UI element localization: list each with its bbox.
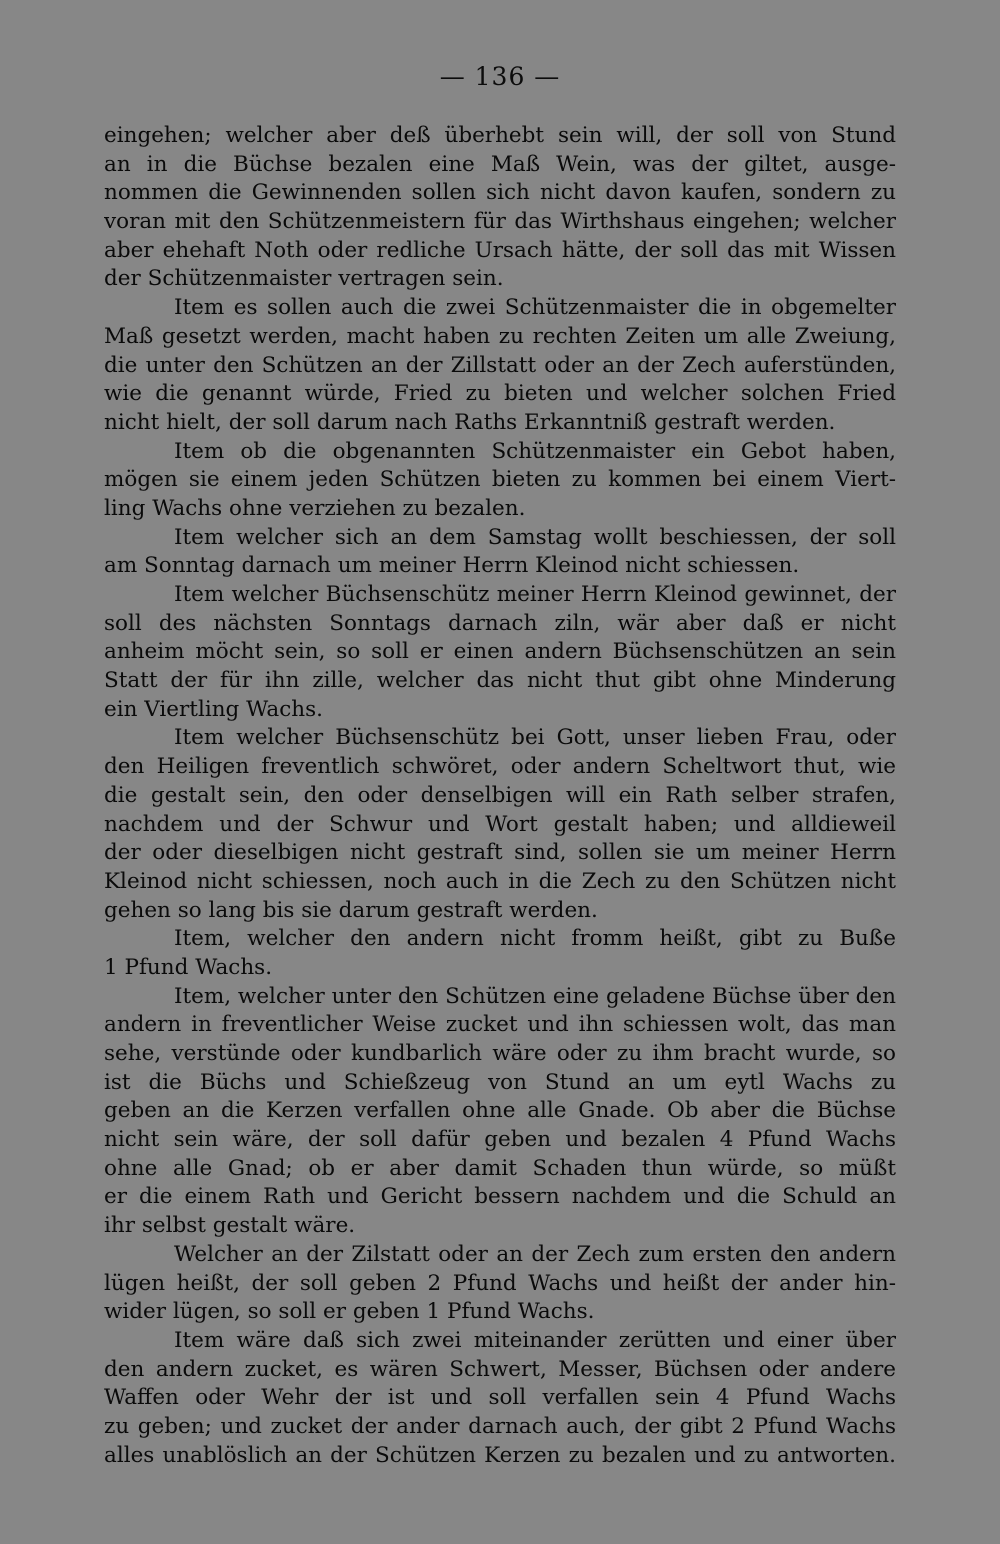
text-line: Item wäre daß sich zwei miteinander zerütten und einer über <box>174 1327 896 1353</box>
text-line: lügen heißt, der soll geben 2 Pfund Wachs und heißt der ander hin- <box>104 1270 896 1296</box>
text-line: alles unablöslich an der Schützen Kerzen zu bezalen und zu antworten. <box>104 1442 896 1468</box>
text-line: nicht hielt, der soll darum nach Raths Erkanntniß gestraft werden. <box>104 409 836 435</box>
text-line: der Schützenmaister vertragen sein. <box>104 266 504 292</box>
text-line: die unter den Schützen an der Zillstatt oder an der Zech auferstünden, <box>104 352 896 378</box>
text-line: sehe, verstünde oder kundbarlich wäre oder zu ihm bracht wurde, so <box>104 1041 896 1066</box>
text-line: ihr selbst gestalt wäre. <box>104 1213 356 1239</box>
text-line: nommen die Gewinnenden sollen sich nicht davon kaufen, sondern zu <box>104 180 896 206</box>
text-line: Maß gesetzt werden, macht haben zu rechten Zeiten um alle Zweiung, <box>104 323 896 349</box>
text-line: ist die Büchs und Schießzeug von Stund an um eytl Wachs zu <box>104 1069 896 1095</box>
text-line: Waffen oder Wehr der ist und soll verfallen sein 4 Pfund Wachs <box>104 1385 896 1411</box>
text-line: an in die Büchse bezalen eine Maß Wein, was der giltet, ausge- <box>104 151 896 177</box>
text-line: Item welcher Büchsenschütz meiner Herrn Kleinod gewinnet, der <box>174 582 896 607</box>
text-line: nachdem und der Schwur und Wort gestalt haben; und alldieweil <box>104 811 896 837</box>
text-line: Welcher an der Zilstatt oder an der Zech zum ersten den andern <box>174 1241 896 1267</box>
text-line: Item welcher Büchsenschütz bei Gott, unser lieben Frau, oder <box>174 725 896 751</box>
text-line: am Sonntag darnach um meiner Herrn Kleinod nicht schiessen. <box>104 553 800 579</box>
text-line: zu geben; und zucket der ander darnach auch, der gibt 2 Pfund Wachs <box>104 1413 896 1439</box>
text-line: Item ob die obgenannten Schützenmaister ein Gebot haben, <box>174 438 896 464</box>
text-line: geben an die Kerzen verfallen ohne alle Gnade. Ob aber die Büchse <box>104 1098 896 1124</box>
text-line: den Heiligen freventlich schwöret, oder andern Scheltwort thut, wie <box>104 754 896 780</box>
text-line: eingehen; welcher aber deß überhebt sein will, der soll von Stund <box>104 123 896 148</box>
text-line: andern in freventlicher Weise zucket und ihn schiessen wolt, das man <box>104 1012 896 1038</box>
text-line: Statt der für ihn zille, welcher das nicht thut gibt ohne Minderung <box>104 668 896 694</box>
text-line: die gestalt sein, den oder denselbigen will ein Rath selber strafen, <box>104 782 896 808</box>
text-line: nicht sein wäre, der soll dafür geben und bezalen 4 Pfund Wachs <box>104 1127 896 1153</box>
text-line: gehen so lang bis sie darum gestraft werden. <box>104 897 598 923</box>
text-line: anheim möcht sein, so soll er einen andern Büchsenschützen an sein <box>104 639 896 665</box>
text-line: den andern zucket, es wären Schwert, Messer, Büchsen oder andere <box>104 1356 896 1382</box>
body-text <box>104 122 896 1470</box>
text-line: der oder dieselbigen nicht gestraft sind, sollen sie um meiner Herrn <box>104 840 896 866</box>
text-line: wie die genannt würde, Fried zu bieten und welcher solchen Fried <box>104 381 896 407</box>
text-line: wider lügen, so soll er geben 1 Pfund Wachs. <box>104 1299 595 1325</box>
text-line: Item welcher sich an dem Samstag wollt beschiessen, der soll <box>174 524 896 550</box>
text-line: Item es sollen auch die zwei Schützenmaister die in obgemelter <box>174 295 896 321</box>
page-number: — 136 — <box>439 62 561 91</box>
text-line: er die einem Rath und Gericht bessern nachdem und die Schuld an <box>104 1184 896 1210</box>
text-line: 1 Pfund Wachs. <box>104 954 273 980</box>
text-line: voran mit den Schützenmeistern für das Wirthshaus eingehen; welcher <box>104 209 896 235</box>
text-line: mögen sie einem jeden Schützen bieten zu kommen bei einem Viert- <box>104 467 896 493</box>
text-line: Item, welcher unter den Schützen eine geladene Büchse über den <box>174 983 896 1009</box>
text-line: Kleinod nicht schiessen, noch auch in die Zech zu den Schützen nicht <box>104 868 896 894</box>
text-line: soll des nächsten Sonntags darnach ziln, wär aber daß er nicht <box>104 610 896 636</box>
text-line: Item, welcher den andern nicht fromm heißt, gibt zu Buße <box>174 926 896 952</box>
text-line: ein Viertling Wachs. <box>104 696 323 722</box>
text-line: ling Wachs ohne verziehen zu bezalen. <box>104 495 526 521</box>
text-line: ohne alle Gnad; ob er aber damit Schaden thun würde, so müßt <box>104 1155 896 1181</box>
text-line: aber ehehaft Noth oder redliche Ursach hätte, der soll das mit Wissen <box>104 237 896 263</box>
